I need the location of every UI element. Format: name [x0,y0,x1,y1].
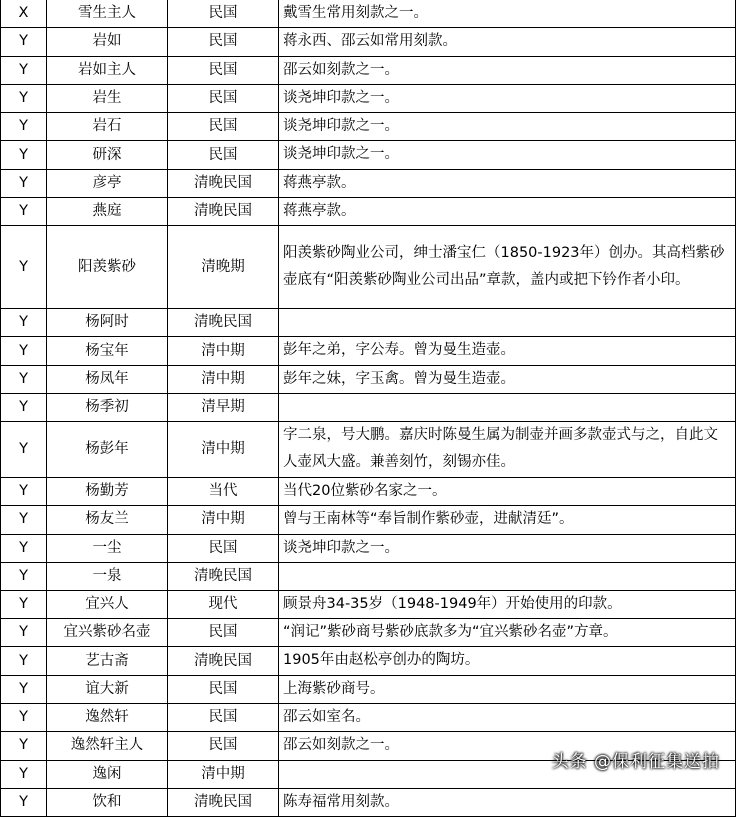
period-cell: 清早期 [168,393,279,421]
description-cell: 1905年由赵松亭创办的陶坊。 [279,647,736,675]
table-row [1,421,736,477]
period-cell: 清晚期 [168,226,279,309]
table-row [1,393,736,421]
mark-name-cell: 燕庭 [47,198,168,226]
description-cell: 谈尧坤印款之一。 [279,84,736,112]
letter-cell: Y [1,506,47,534]
letter-cell: Y [1,141,47,169]
mark-name-cell: 饮和 [47,788,168,816]
table-row [1,84,736,112]
description-cell: 戴雪生常用刻款之一。 [279,0,736,28]
mark-name-cell: 逸然轩 [47,704,168,732]
table-row [1,226,736,309]
letter-cell: Y [1,590,47,618]
description-cell: 邵云如室名。 [279,704,736,732]
description-cell: 彭年之妹，字玉禽。曾为曼生造壶。 [279,365,736,393]
description-cell: 蒋燕亭款。 [279,169,736,197]
table-row [1,337,736,365]
letter-cell: Y [1,534,47,562]
period-cell: 民国 [168,704,279,732]
mark-name-cell: 阳羡紫砂 [47,226,168,309]
description-cell: 阳羡紫砂陶业公司，绅士潘宝仁（1850-1923年）创办。其高档紫砂壶底有“阳羡紫砂陶业公司出品”章款，盖内或把下钤作者小印。 [279,226,736,309]
table-row [1,590,736,618]
description-cell: 谈尧坤印款之一。 [279,534,736,562]
table-row [1,704,736,732]
table-row [1,198,736,226]
mark-name-cell: 一尘 [47,534,168,562]
period-cell: 民国 [168,56,279,84]
mark-name-cell: 杨勤芳 [47,477,168,505]
letter-cell: Y [1,760,47,788]
mark-name-cell: 岩石 [47,113,168,141]
mark-name-cell: 杨宝年 [47,337,168,365]
table-row [1,309,736,337]
table-row [1,141,736,169]
period-cell: 清晚民国 [168,647,279,675]
letter-cell: Y [1,56,47,84]
mark-name-cell: 杨友兰 [47,506,168,534]
table-row [1,365,736,393]
period-cell: 清中期 [168,337,279,365]
letter-cell: Y [1,421,47,477]
letter-cell: Y [1,84,47,112]
letter-cell: Y [1,28,47,56]
description-cell: 邵云如刻款之一。 [279,56,736,84]
letter-cell: Y [1,393,47,421]
table-row [1,169,736,197]
mark-name-cell: 杨凤年 [47,365,168,393]
letter-cell: Y [1,477,47,505]
period-cell: 清中期 [168,421,279,477]
mark-name-cell: 杨阿时 [47,309,168,337]
description-cell [279,393,736,421]
table-row [1,675,736,703]
mark-name-cell: 彦亭 [47,169,168,197]
mark-name-cell: 艺古斋 [47,647,168,675]
description-cell [279,309,736,337]
period-cell: 民国 [168,619,279,647]
description-cell: 顾景舟34-35岁（1948-1949年）开始使用的印款。 [279,590,736,618]
period-cell: 民国 [168,28,279,56]
period-cell: 民国 [168,732,279,760]
period-cell: 民国 [168,675,279,703]
letter-cell: Y [1,704,47,732]
description-cell: 邵云如刻款之一。 [279,732,736,760]
mark-name-cell: 雪生主人 [47,0,168,28]
mark-name-cell: 岩生 [47,84,168,112]
table-row [1,562,736,590]
description-cell [279,562,736,590]
period-cell: 民国 [168,84,279,112]
description-cell: 彭年之弟，字公寿。曾为曼生造壶。 [279,337,736,365]
period-cell: 清晚民国 [168,562,279,590]
mark-name-cell: 宜兴紫砂名壶 [47,619,168,647]
letter-cell: Y [1,788,47,816]
mark-name-cell: 一泉 [47,562,168,590]
letter-cell: Y [1,198,47,226]
table-row [1,477,736,505]
mark-name-cell: 岩如 [47,28,168,56]
description-cell: 谈尧坤印款之一。 [279,141,736,169]
period-cell: 现代 [168,590,279,618]
letter-cell: Y [1,675,47,703]
period-cell: 清中期 [168,760,279,788]
description-cell: 字二泉，号大鹏。嘉庆时陈曼生属为制壶并画多款壶式与之，自此文人壶风大盛。兼善刻竹，刻锡亦佳。 [279,421,736,477]
letter-cell: Y [1,365,47,393]
description-cell: 谈尧坤印款之一。 [279,113,736,141]
table-row [1,0,736,28]
period-cell: 清晚民国 [168,788,279,816]
letter-cell: Y [1,732,47,760]
period-cell: 当代 [168,477,279,505]
mark-name-cell: 逸闲 [47,760,168,788]
description-cell: 曾与王南林等“奉旨制作紫砂壶，进献清廷”。 [279,506,736,534]
description-cell: 蒋燕亭款。 [279,198,736,226]
mark-name-cell: 宜兴人 [47,590,168,618]
table-row [1,113,736,141]
mark-name-cell: 谊大新 [47,675,168,703]
mark-name-cell: 研深 [47,141,168,169]
letter-cell: Y [1,226,47,309]
mark-name-cell: 逸然轩主人 [47,732,168,760]
description-cell: 当代20位紫砂名家之一。 [279,477,736,505]
table-row [1,534,736,562]
period-cell: 清晚民国 [168,169,279,197]
period-cell: 民国 [168,534,279,562]
table-row [1,788,736,816]
description-cell: 蒋永西、邵云如常用刻款。 [279,28,736,56]
letter-cell: Y [1,337,47,365]
period-cell: 民国 [168,0,279,28]
letter-cell: Y [1,619,47,647]
letter-cell: X [1,0,47,28]
mark-name-cell: 岩如主人 [47,56,168,84]
period-cell: 清中期 [168,365,279,393]
table-row [1,619,736,647]
source-watermark: 头条 @保利征集送拍 [551,752,720,772]
letter-cell: Y [1,562,47,590]
table-row [1,647,736,675]
letter-cell: Y [1,309,47,337]
table-row [1,506,736,534]
letter-cell: Y [1,169,47,197]
description-cell: 上海紫砂商号。 [279,675,736,703]
table-row [1,56,736,84]
table-row [1,28,736,56]
period-cell: 民国 [168,113,279,141]
letter-cell: Y [1,647,47,675]
description-cell: “润记”紫砂商号紫砂底款多为“宜兴紫砂名壶”方章。 [279,619,736,647]
mark-name-cell: 杨彭年 [47,421,168,477]
period-cell: 清晚民国 [168,198,279,226]
letter-cell: Y [1,113,47,141]
mark-name-cell: 杨季初 [47,393,168,421]
period-cell: 清中期 [168,506,279,534]
description-cell: 陈寿福常用刻款。 [279,788,736,816]
period-cell: 清晚民国 [168,309,279,337]
period-cell: 民国 [168,141,279,169]
